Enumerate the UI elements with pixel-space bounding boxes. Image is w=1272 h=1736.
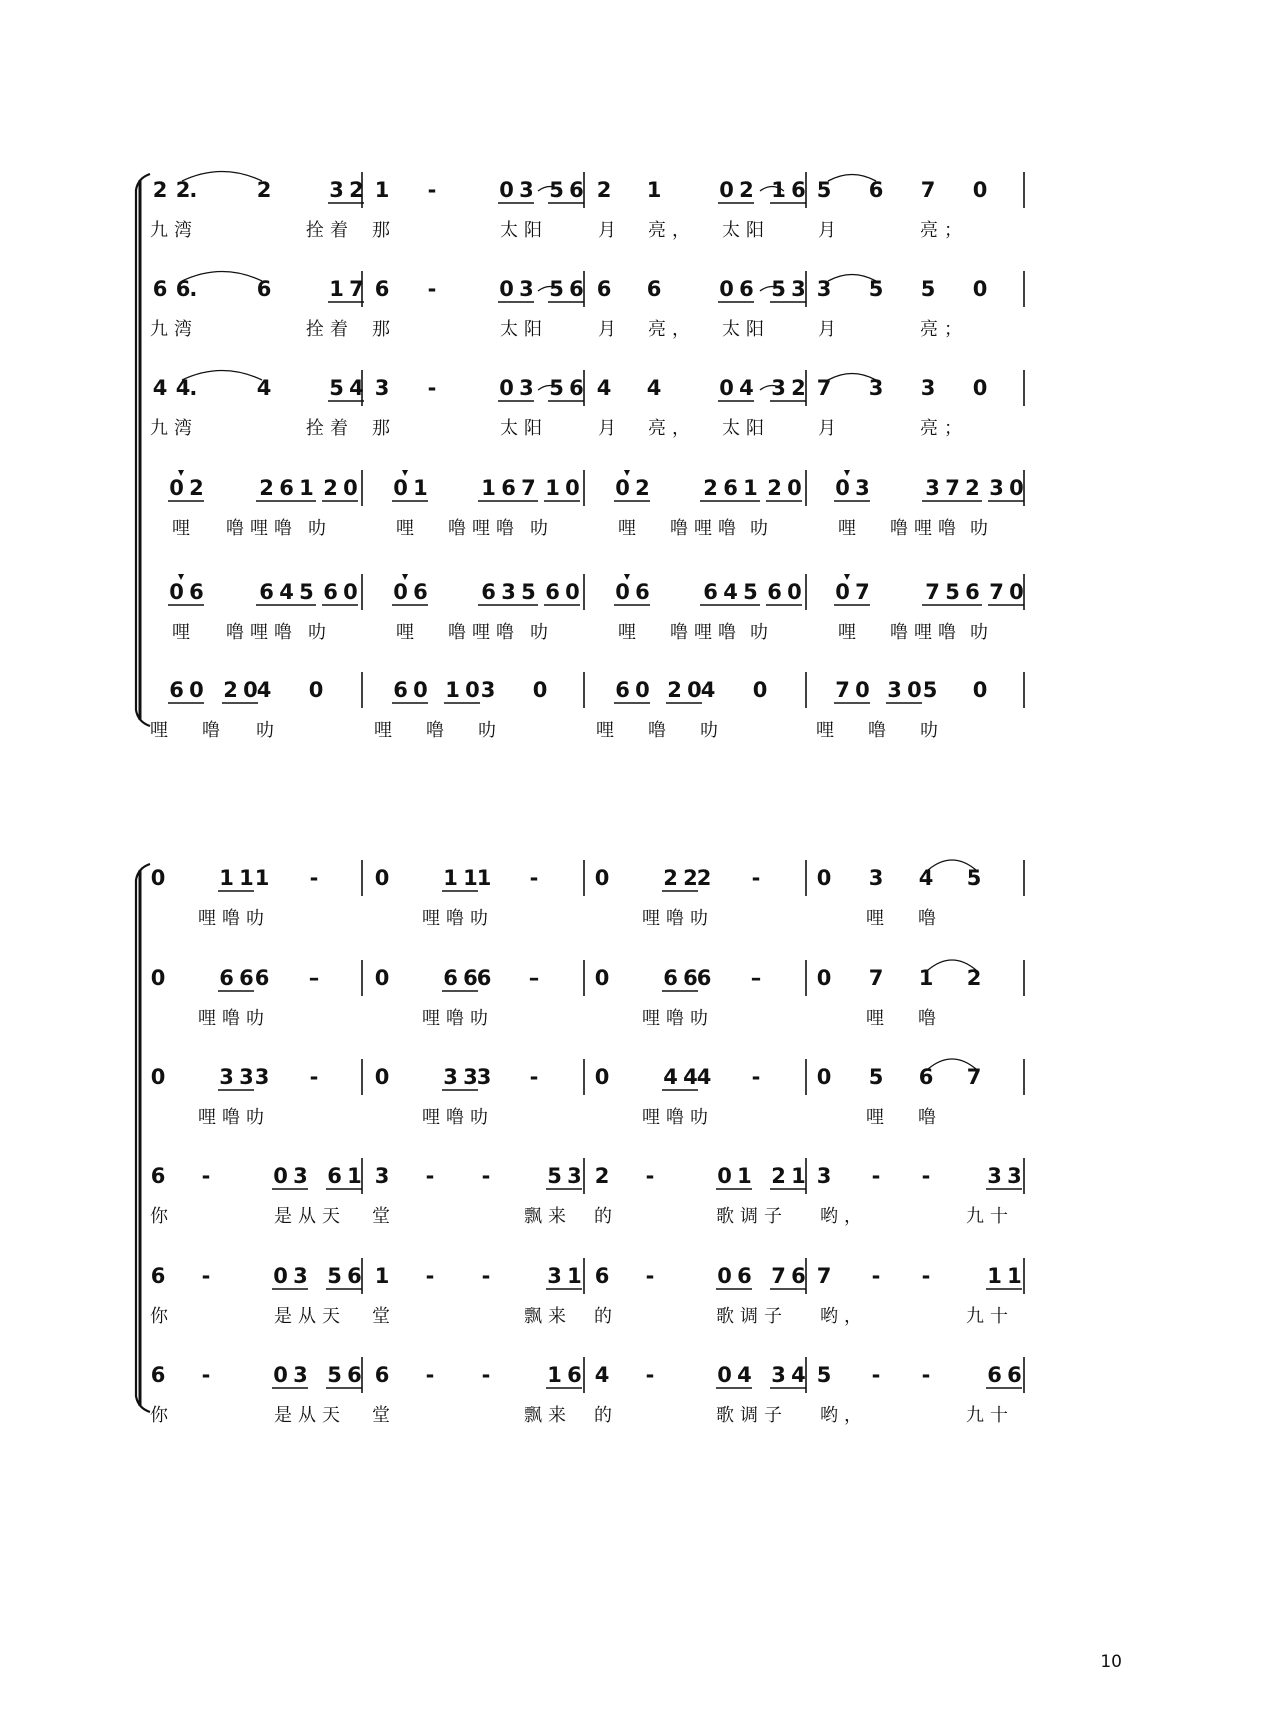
note-token: 6: [254, 966, 270, 990]
lyric-text: 叻: [920, 720, 944, 741]
note-token: 0: [308, 678, 324, 702]
note-token: 4: [594, 1363, 610, 1387]
lyric-text: 叻: [256, 720, 280, 741]
lyric-text: 飘来: [524, 1206, 572, 1227]
lyric-text: 堂: [372, 1206, 396, 1227]
note-token: 3 1: [547, 1264, 581, 1288]
lyric-text: 是从天: [274, 1306, 346, 1327]
note-token: 2 0: [667, 678, 701, 702]
note-token: 2 6 1: [259, 476, 313, 500]
note-token: 0: [816, 1065, 832, 1089]
note-token: -: [871, 1363, 881, 1387]
lyric-text: 九十: [966, 1206, 1014, 1227]
lyric-text: 拴着: [306, 319, 354, 340]
note-token: -: [481, 1363, 491, 1387]
note-token: 0 3: [499, 376, 533, 400]
note-token: -: [921, 1264, 931, 1288]
note-token: 2 1: [771, 1164, 805, 1188]
note-token: 0 6: [615, 580, 649, 604]
lyric-text: 噜哩噜: [226, 518, 298, 539]
note-token: 2.: [175, 178, 197, 202]
lyric-text: 那: [372, 220, 396, 241]
lyric-text: 噜: [202, 720, 226, 741]
note-token: 6: [374, 1363, 390, 1387]
lyric-text: 哟，: [820, 1405, 868, 1426]
note-token: 5: [966, 866, 982, 890]
lyric-text: 九湾: [150, 319, 198, 340]
note-token: -: [529, 1065, 539, 1089]
note-token: 0: [594, 1065, 610, 1089]
lyric-text: 月: [598, 418, 622, 439]
note-token: 3 2: [329, 178, 363, 202]
note-token: 0 6: [393, 580, 427, 604]
lyric-text: 哩: [618, 622, 642, 643]
note-token: -: [427, 277, 437, 301]
note-token: 0 4: [717, 1363, 751, 1387]
note-token: 4.: [175, 376, 197, 400]
note-token: 7 0: [989, 580, 1023, 604]
lyric-text: 亮，: [648, 220, 696, 241]
note-token: 5 3: [771, 277, 805, 301]
lyric-text: 噜: [918, 908, 942, 929]
note-token: 3: [816, 1164, 832, 1188]
note-token: 3 4: [771, 1363, 805, 1387]
note-token: 6 3 5: [481, 580, 535, 604]
lyric-text: 哟，: [820, 1206, 868, 1227]
lyric-text: 哩: [396, 622, 420, 643]
note-token: 6 0: [615, 678, 649, 702]
lyric-text: 哩: [396, 518, 420, 539]
note-token: 2: [596, 178, 612, 202]
lyric-text: 歌调子: [716, 1306, 788, 1327]
note-token: -: [425, 1164, 435, 1188]
lyric-text: 哩: [172, 622, 196, 643]
note-token: 0: [150, 966, 166, 990]
lyric-text: 叻: [478, 720, 502, 741]
lyric-text: 亮，: [648, 319, 696, 340]
note-token: 0 1: [393, 476, 427, 500]
lyric-text: 堂: [372, 1405, 396, 1426]
note-token: -: [529, 866, 539, 890]
note-token: -: [201, 1363, 211, 1387]
lyric-text: 月: [818, 418, 842, 439]
note-token: 7: [920, 178, 936, 202]
lyric-text: 的: [594, 1405, 618, 1426]
lyric-text: 叻: [530, 518, 554, 539]
lyric-text: 哟，: [820, 1306, 868, 1327]
lyric-text: 哩噜叻: [422, 1008, 494, 1029]
lyric-text: 叻: [970, 622, 994, 643]
note-token: 0: [972, 376, 988, 400]
lyric-text: 噜: [426, 720, 450, 741]
note-token: 1 0: [445, 678, 479, 702]
lyric-text: 哩: [596, 720, 620, 741]
note-token: 6 0: [323, 580, 357, 604]
note-token: 3 3: [987, 1164, 1021, 1188]
lyric-text: 哩: [172, 518, 196, 539]
note-token: 3: [480, 678, 496, 702]
note-token: 6: [150, 1363, 166, 1387]
note-token: 5 6: [549, 277, 583, 301]
note-token: 5 6: [549, 178, 583, 202]
note-token: 4: [152, 376, 168, 400]
note-token: -: [645, 1363, 655, 1387]
note-token: 0 3: [273, 1363, 307, 1387]
note-token: 7: [868, 966, 884, 990]
lyric-text: 噜哩噜: [448, 622, 520, 643]
note-token: 4: [596, 376, 612, 400]
lyric-text: 叻: [308, 518, 332, 539]
lyric-text: 那: [372, 319, 396, 340]
note-token: 2: [696, 866, 712, 890]
note-token: 5 6: [327, 1264, 361, 1288]
note-token: 5: [816, 178, 832, 202]
note-token: 7: [966, 1065, 982, 1089]
note-token: 3: [374, 376, 390, 400]
lyric-text: 拴着: [306, 220, 354, 241]
note-token: 5: [816, 1363, 832, 1387]
note-token: 4: [256, 376, 272, 400]
note-token: 7: [816, 1264, 832, 1288]
lyric-text: 那: [372, 418, 396, 439]
lyric-text: 噜: [918, 1008, 942, 1029]
lyric-text: 噜哩噜: [670, 622, 742, 643]
note-token: 2 0: [223, 678, 257, 702]
note-token: 5 3: [547, 1164, 581, 1188]
note-token: 2 6 1: [703, 476, 757, 500]
note-token: 4: [646, 376, 662, 400]
lyric-text: 哩噜叻: [642, 1107, 714, 1128]
lyric-text: 噜: [648, 720, 672, 741]
note-token: -: [481, 1264, 491, 1288]
note-token: -: [921, 1164, 931, 1188]
note-token: 1 7: [329, 277, 363, 301]
lyric-text: 噜哩噜: [890, 622, 962, 643]
note-token: 1 6 7: [481, 476, 535, 500]
note-token: 6 4 5: [259, 580, 313, 604]
note-token: 3: [920, 376, 936, 400]
lyric-text: 太阳: [500, 418, 548, 439]
lyric-text: 亮；: [920, 220, 968, 241]
lyric-text: 噜哩噜: [448, 518, 520, 539]
note-token: 0: [816, 866, 832, 890]
note-token: -: [871, 1164, 881, 1188]
lyric-text: 亮，: [648, 418, 696, 439]
note-token: 6 0: [393, 678, 427, 702]
note-token: 3 7 2: [925, 476, 979, 500]
note-token: 6: [594, 1264, 610, 1288]
lyric-text: 亮；: [920, 319, 968, 340]
note-token: -: [645, 1164, 655, 1188]
note-token: 1: [918, 966, 934, 990]
note-token: 5: [920, 277, 936, 301]
note-token: 5: [868, 277, 884, 301]
lyric-text: 太阳: [722, 220, 770, 241]
note-token: –: [308, 966, 320, 990]
note-token: –: [750, 966, 762, 990]
note-token: 0 2: [169, 476, 203, 500]
lyric-text: 哩噜叻: [642, 1008, 714, 1029]
note-token: 0: [972, 678, 988, 702]
note-token: 3: [476, 1065, 492, 1089]
lyric-text: 的: [594, 1306, 618, 1327]
lyric-text: 哩: [866, 1107, 890, 1128]
note-token: 2 2: [663, 866, 697, 890]
note-token: -: [921, 1363, 931, 1387]
note-token: 0 6: [169, 580, 203, 604]
note-token: 0: [594, 966, 610, 990]
note-token: 6 6: [443, 966, 477, 990]
lyric-text: 拴着: [306, 418, 354, 439]
lyric-text: 哩噜叻: [422, 1107, 494, 1128]
note-token: 4: [696, 1065, 712, 1089]
lyric-text: 歌调子: [716, 1405, 788, 1426]
note-token: 0 6: [717, 1264, 751, 1288]
note-token: 0: [532, 678, 548, 702]
lyric-text: 叻: [530, 622, 554, 643]
note-token: -: [751, 1065, 761, 1089]
note-token: 1 6: [771, 178, 805, 202]
note-token: 0 1: [717, 1164, 751, 1188]
lyric-text: 亮；: [920, 418, 968, 439]
lyric-text: 叻: [308, 622, 332, 643]
note-token: 2: [594, 1164, 610, 1188]
lyric-text: 飘来: [524, 1405, 572, 1426]
note-token: 2 0: [323, 476, 357, 500]
note-token: 6: [374, 277, 390, 301]
note-token: 6 4 5: [703, 580, 757, 604]
lyric-text: 你: [150, 1206, 174, 1227]
note-token: 6: [150, 1264, 166, 1288]
lyric-text: 哩: [866, 1008, 890, 1029]
note-token: 7 6: [771, 1264, 805, 1288]
note-token: 6 6: [663, 966, 697, 990]
note-token: 6.: [175, 277, 197, 301]
note-token: -: [427, 376, 437, 400]
note-token: -: [201, 1164, 211, 1188]
note-token: 1: [374, 178, 390, 202]
note-token: 3 2: [771, 376, 805, 400]
note-token: 0: [972, 277, 988, 301]
note-token: 1: [646, 178, 662, 202]
lyric-text: 叻: [970, 518, 994, 539]
note-token: 4: [256, 678, 272, 702]
note-token: 0 7: [835, 580, 869, 604]
note-token: 0 6: [719, 277, 753, 301]
note-token: 4 4: [663, 1065, 697, 1089]
note-token: -: [751, 866, 761, 890]
lyric-text: 太阳: [500, 319, 548, 340]
note-token: 6: [476, 966, 492, 990]
note-token: -: [645, 1264, 655, 1288]
lyric-text: 月: [598, 319, 622, 340]
note-token: 6 0: [545, 580, 579, 604]
note-token: 2 0: [767, 476, 801, 500]
note-token: 6 6: [987, 1363, 1021, 1387]
note-token: 3: [816, 277, 832, 301]
lyric-text: 叻: [700, 720, 724, 741]
lyric-text: 月: [598, 220, 622, 241]
lyric-text: 九十: [966, 1306, 1014, 1327]
lyric-text: 哩: [618, 518, 642, 539]
lyric-text: 哩噜叻: [642, 908, 714, 929]
lyric-text: 哩: [838, 518, 862, 539]
note-token: 6: [152, 277, 168, 301]
note-token: 1: [374, 1264, 390, 1288]
note-token: 0 4: [719, 376, 753, 400]
note-token: 0 3: [273, 1164, 307, 1188]
lyric-text: 歌调子: [716, 1206, 788, 1227]
lyric-text: 噜哩噜: [670, 518, 742, 539]
note-token: 0 3: [835, 476, 869, 500]
lyric-text: 哩: [866, 908, 890, 929]
note-token: –: [528, 966, 540, 990]
lyric-text: 九十: [966, 1405, 1014, 1426]
lyric-text: 九湾: [150, 220, 198, 241]
lyric-text: 堂: [372, 1306, 396, 1327]
note-token: 1 1: [219, 866, 253, 890]
note-token: 5: [868, 1065, 884, 1089]
note-token: 0: [150, 866, 166, 890]
lyric-text: 噜: [868, 720, 892, 741]
note-token: -: [309, 866, 319, 890]
page-number: 10: [1100, 1652, 1122, 1672]
note-token: 3: [254, 1065, 270, 1089]
note-token: -: [425, 1363, 435, 1387]
note-token: 0: [752, 678, 768, 702]
lyric-text: 月: [818, 220, 842, 241]
note-token: 2: [966, 966, 982, 990]
note-token: 6: [596, 277, 612, 301]
lyric-text: 月: [818, 319, 842, 340]
note-token: 1 0: [545, 476, 579, 500]
lyric-text: 你: [150, 1306, 174, 1327]
lyric-text: 哩: [150, 720, 174, 741]
note-token: -: [425, 1264, 435, 1288]
note-token: 7 5 6: [925, 580, 979, 604]
note-token: 6 0: [767, 580, 801, 604]
note-token: 2: [152, 178, 168, 202]
note-token: 0 3: [499, 277, 533, 301]
note-token: 3: [868, 866, 884, 890]
note-token: 6: [646, 277, 662, 301]
note-token: 0: [150, 1065, 166, 1089]
note-token: 0: [816, 966, 832, 990]
note-token: 0: [374, 866, 390, 890]
note-token: 6 6: [219, 966, 253, 990]
lyric-text: 噜哩噜: [226, 622, 298, 643]
note-token: 7: [816, 376, 832, 400]
note-token: 6: [150, 1164, 166, 1188]
note-token: 3: [374, 1164, 390, 1188]
note-token: 3 3: [219, 1065, 253, 1089]
note-token: 0: [374, 1065, 390, 1089]
note-token: 0 2: [719, 178, 753, 202]
lyric-text: 哩噜叻: [198, 908, 270, 929]
note-token: 6: [918, 1065, 934, 1089]
note-token: 1 1: [987, 1264, 1021, 1288]
lyric-text: 哩: [816, 720, 840, 741]
note-token: 1: [254, 866, 270, 890]
note-token: 6 0: [169, 678, 203, 702]
note-token: 5: [922, 678, 938, 702]
note-token: 5 6: [549, 376, 583, 400]
lyric-text: 九湾: [150, 418, 198, 439]
lyric-text: 的: [594, 1206, 618, 1227]
note-token: 1 1: [443, 866, 477, 890]
note-token: -: [201, 1264, 211, 1288]
note-token: 2: [256, 178, 272, 202]
lyric-text: 哩噜叻: [198, 1107, 270, 1128]
note-token: -: [481, 1164, 491, 1188]
note-token: 6: [256, 277, 272, 301]
note-token: 3 3: [443, 1065, 477, 1089]
lyric-text: 是从天: [274, 1405, 346, 1426]
lyric-text: 哩: [374, 720, 398, 741]
lyric-text: 太阳: [722, 418, 770, 439]
lyric-text: 噜: [918, 1107, 942, 1128]
note-token: 0: [972, 178, 988, 202]
note-token: 3 0: [989, 476, 1023, 500]
note-token: 6: [868, 178, 884, 202]
note-token: 3 0: [887, 678, 921, 702]
note-token: 1 6: [547, 1363, 581, 1387]
note-token: -: [309, 1065, 319, 1089]
lyric-text: 哩噜叻: [198, 1008, 270, 1029]
lyric-text: 噜哩噜: [890, 518, 962, 539]
note-token: 4: [918, 866, 934, 890]
note-token: 4: [700, 678, 716, 702]
lyric-text: 叻: [750, 622, 774, 643]
note-token: 0: [594, 866, 610, 890]
note-token: -: [871, 1264, 881, 1288]
note-token: 5 6: [327, 1363, 361, 1387]
lyric-text: 太阳: [500, 220, 548, 241]
note-token: 6: [696, 966, 712, 990]
note-token: 7 0: [835, 678, 869, 702]
lyric-text: 你: [150, 1405, 174, 1426]
lyric-text: 是从天: [274, 1206, 346, 1227]
note-token: 0 3: [273, 1264, 307, 1288]
note-token: 6 1: [327, 1164, 361, 1188]
note-token: -: [427, 178, 437, 202]
lyric-text: 太阳: [722, 319, 770, 340]
lyric-text: 哩: [838, 622, 862, 643]
note-token: 3: [868, 376, 884, 400]
lyric-text: 哩噜叻: [422, 908, 494, 929]
note-token: 1: [476, 866, 492, 890]
note-token: 5 4: [329, 376, 363, 400]
note-token: 0 2: [615, 476, 649, 500]
note-token: 0 3: [499, 178, 533, 202]
note-token: 0: [374, 966, 390, 990]
lyric-text: 飘来: [524, 1306, 572, 1327]
lyric-text: 叻: [750, 518, 774, 539]
